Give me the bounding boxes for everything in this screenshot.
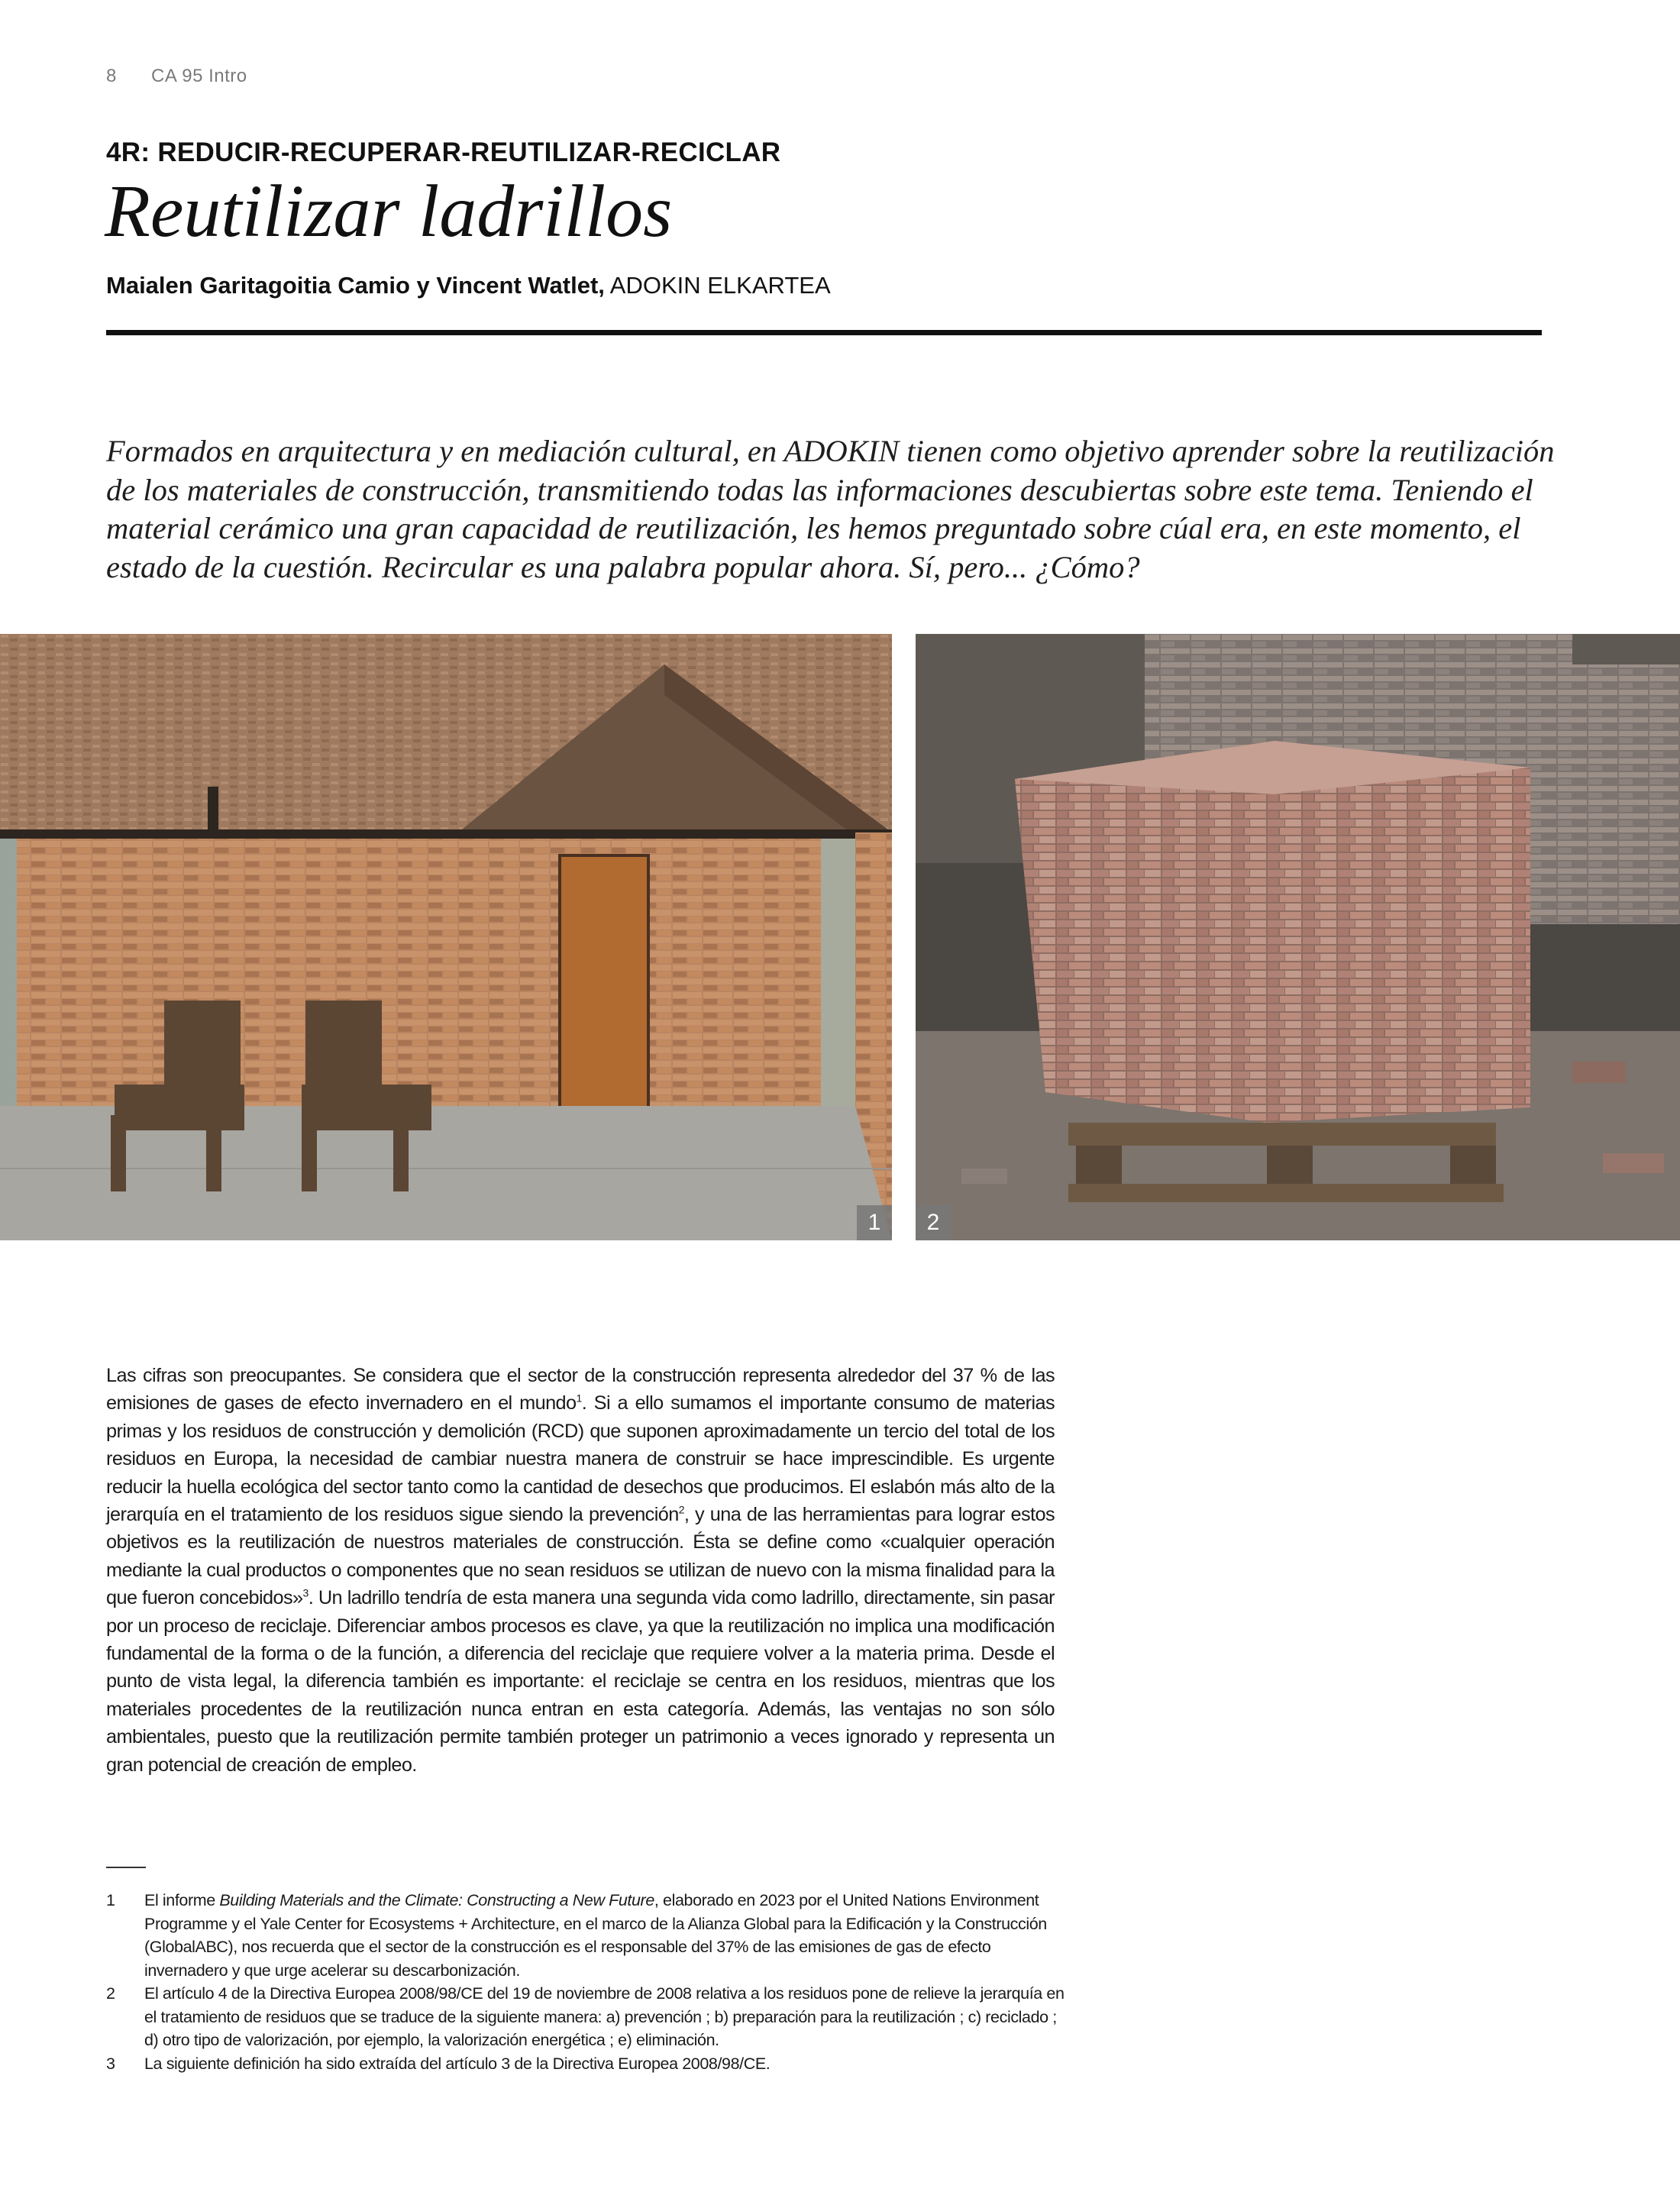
byline-authors: Maialen Garitagoitia Camio y Vincent Watlet, [106,272,605,299]
footnote-number: 1 [106,1891,115,1909]
footnote-ref: 2 [678,1503,684,1516]
body-text-part: Las cifras son preocupantes. Se considera que el sector de la construcción representa alrededor del 37 % de las emisiones de gases de efecto invernadero en el mundo [106,1365,1055,1414]
footnote-text: La siguiente definición ha sido extraída del artículo 3 de la Directiva Europea 2008/98/CE. [144,2054,771,2073]
byline [106,272,831,299]
figure-1-number: 1 [857,1205,892,1240]
page-number: 8 [106,66,117,86]
figure-2-photo [916,634,1680,1240]
article-title: Reutilizar ladrillos [105,170,673,253]
body-text-part: , y una de las herramientas para lograr estos objetivos es la reutilización de nuestros materiales de construcción. Ésta se define como «cualquier operación mediante la cual productos o componentes que no sean residuos se utilizan de nuevo con la misma finalidad para la que fueron concebidos» [106,1504,1055,1609]
footnote-rule [106,1867,146,1868]
footnote-text-part: , elaborado en 2023 por el United Nations Environment Programme y el Yale Center for Ecosystems + Architecture, en el marco de la Alianza Global para la Edificación y la Construcción (GlobalABC), nos recuerda que el sector de la construcción es el responsable del 37% de las emisiones de gas de efecto invernadero y que urge acelerar su descarbonización. [144,1891,1047,1980]
footnote-text-part: El informe [144,1891,220,1909]
byline-affiliation: ADOKIN ELKARTEA [604,272,831,299]
running-head [106,66,247,87]
footnote-text [144,1889,1068,1982]
body-text-part: . Si a ello sumamos el importante consumo de materias primas y los residuos de construcción y demolición (RCD) que suponen aproximadamente un tercio del total de los residuos en Europa, la necesidad de cambiar nuestra manera de construir se hace imprescindible. Es urgente reducir la huella ecológica del sector tanto como la cantidad de desechos que producimos. El eslabón más alto de la jerarquía en el tratamiento de los residuos sigue siendo la prevención [106,1392,1055,1526]
intro-paragraph: Formados en arquitectura y en mediación cultural, en ADOKIN tienen como objetivo aprender sobre la reutilización de los materiales de construcción, transmitiendo todas las informaciones descubiertas sobre este tema. Teniendo el material cerámico una gran capacidad de reutilización, les hemos preguntado sobre cúal era, en este momento, el estado de la cuestión. Recircular es una palabra popular ahora. Sí, pero... ¿Cómo? [106,434,1555,584]
footnotes [106,1889,1068,2075]
footnote-ref: 1 [576,1392,582,1405]
footnote-italic-title: Building Materials and the Climate: Constructing a New Future [219,1891,654,1909]
footnote [106,2052,1068,2076]
section-label: CA 95 Intro [151,66,247,86]
footnote-number: 3 [106,2054,115,2073]
article-kicker: 4R: REDUCIR-RECUPERAR-REUTILIZAR-RECICLAR [106,137,781,167]
footnote-ref: 3 [302,1586,309,1599]
footnote [106,1982,1068,2052]
footnote-number: 2 [106,1984,115,2003]
title-rule [106,330,1542,335]
footnote-text: El artículo 4 de la Directiva Europea 2008/98/CE del 19 de noviembre de 2008 relativa a los residuos pone de relieve la jerarquía en el tratamiento de residuos que se traduce de la siguiente manera: a) prevención ; b) preparación para la reutilización ; c) reciclado ; d) otro tipo de valorización, por ejemplo, la valorización energética ; e) eliminación. [144,1984,1065,2049]
interior-brick-room-image [0,634,892,1240]
figure-2-number: 2 [916,1205,951,1240]
brick-pallet-image [916,634,1680,1240]
figure-1-photo [0,634,892,1240]
footnote [106,1889,1068,1982]
body-paragraph [106,1362,1055,1779]
body-text-part: . Un ladrillo tendría de esta manera una segunda vida como ladrillo, directamente, sin pasar por un proceso de reciclaje. Diferenciar ambos procesos es clave, ya que la reutilización no implica una modificación fundamental de la forma o de la función, a diferencia del reciclaje que requiere volver a la materia prima. Desde el punto de vista legal, la diferencia también es importante: el reciclaje se centra en los residuos, mientras que los materiales procedentes de la reutilización nunca entran en esta categoría. Además, las ventajas no son sólo ambientales, puesto que la reutilización permite también proteger un patrimonio a veces ignorado y representa un gran potencial de creación de empleo. [106,1587,1055,1776]
